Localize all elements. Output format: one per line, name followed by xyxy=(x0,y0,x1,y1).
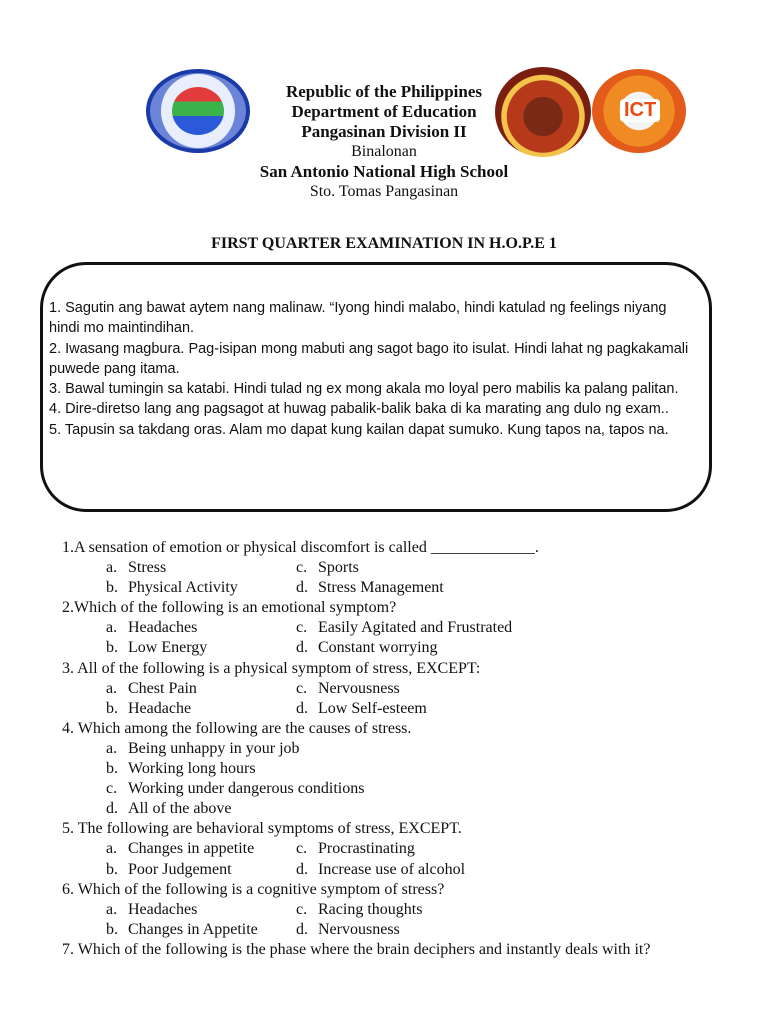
instructions-box xyxy=(40,262,712,512)
option-item: d. Constant worrying xyxy=(296,639,438,657)
option-item: a. Stress xyxy=(106,559,167,577)
option-item: d. All of the above xyxy=(106,800,232,818)
question-text: 1.A sensation of emotion or physical discomfort is called _____________. xyxy=(62,539,539,556)
header-department: Department of Education xyxy=(291,102,477,121)
question-options xyxy=(106,739,724,819)
option-item: c. Working under dangerous conditions xyxy=(106,780,365,798)
question-options xyxy=(106,900,724,940)
option-item: a. Headaches xyxy=(106,900,198,918)
option-item: b. Changes in Appetite xyxy=(106,920,258,938)
question-options xyxy=(106,558,724,598)
option-item: d. Low Self-esteem xyxy=(296,699,427,717)
header-location: Sto. Tomas Pangasinan xyxy=(309,183,459,200)
option-item: b. Headache xyxy=(106,699,192,717)
header-municipality: Binalonan xyxy=(351,143,417,160)
instruction-item: 2. Iwasang magbura. Pag-isipan mong mabuti ang sagot bago ito isulat. Hindi lahat ng pagkakamali puwede pang itama. xyxy=(49,340,689,377)
header-republic: Republic of the Philippines xyxy=(285,82,482,101)
question-text: 5. The following are behavioral symptoms of stress, EXCEPT. xyxy=(62,820,462,838)
instruction-item: 4. Dire-diretso lang ang pagsagot at huwag pabalik-balik baka di ka marating ang dulo ng exam.. xyxy=(49,401,669,418)
option-item: c. Procrastinating xyxy=(296,840,415,858)
exam-title: FIRST QUARTER EXAMINATION IN H.O.P.E 1 xyxy=(211,235,557,252)
instruction-item: 5. Tapusin sa takdang oras. Alam mo dapat kung kailan dapat sumuko. Kung tapos na, tapos na. xyxy=(49,421,669,438)
option-item: c. Nervousness xyxy=(296,679,400,697)
question-text: 7. Which of the following is the phase where the brain deciphers and instantly deals with it? xyxy=(62,940,651,958)
option-item: d. Stress Management xyxy=(296,579,444,597)
question-list xyxy=(62,538,724,960)
question-text: 3. All of the following is a physical symptom of stress, EXCEPT: xyxy=(62,659,481,677)
option-item: c. Racing thoughts xyxy=(296,900,423,918)
option-item: b. Poor Judgement xyxy=(106,860,232,878)
header-school-name: San Antonio National High School xyxy=(259,162,509,181)
option-item: c. Sports xyxy=(296,559,359,577)
ict-logo-text: ICT xyxy=(620,99,660,122)
option-item: b. Physical Activity xyxy=(106,579,238,597)
instruction-item: 1. Sagutin ang bawat aytem nang malinaw. “Iyong hindi malabo, hindi katulad ng feelings niyang hindi mo maintindihan. xyxy=(49,300,667,337)
option-item: d. Nervousness xyxy=(296,920,400,938)
question-options xyxy=(106,679,724,719)
option-item: d. Increase use of alcohol xyxy=(296,860,466,878)
option-item: a. Chest Pain xyxy=(106,679,197,697)
option-item: a. Changes in appetite xyxy=(106,840,255,858)
instruction-item: 3. Bawal tumingin sa katabi. Hindi tulad ng ex mong akala mo loyal pero mabilis ka palang palitan. xyxy=(49,381,679,398)
question-text: 4. Which among the following are the causes of stress. xyxy=(62,719,412,737)
header-division: Pangasinan Division II xyxy=(301,122,467,141)
question-text: 2.Which of the following is an emotional symptom? xyxy=(62,599,397,617)
option-item: a. Headaches xyxy=(106,619,198,637)
question-options xyxy=(106,839,724,879)
option-item: b. Low Energy xyxy=(106,639,208,657)
question-text: 6. Which of the following is a cognitive symptom of stress? xyxy=(62,880,445,898)
question-options xyxy=(106,618,724,658)
option-item: c. Easily Agitated and Frustrated xyxy=(296,619,513,637)
option-item: b. Working long hours xyxy=(106,760,256,778)
option-item: a. Being unhappy in your job xyxy=(106,739,300,757)
